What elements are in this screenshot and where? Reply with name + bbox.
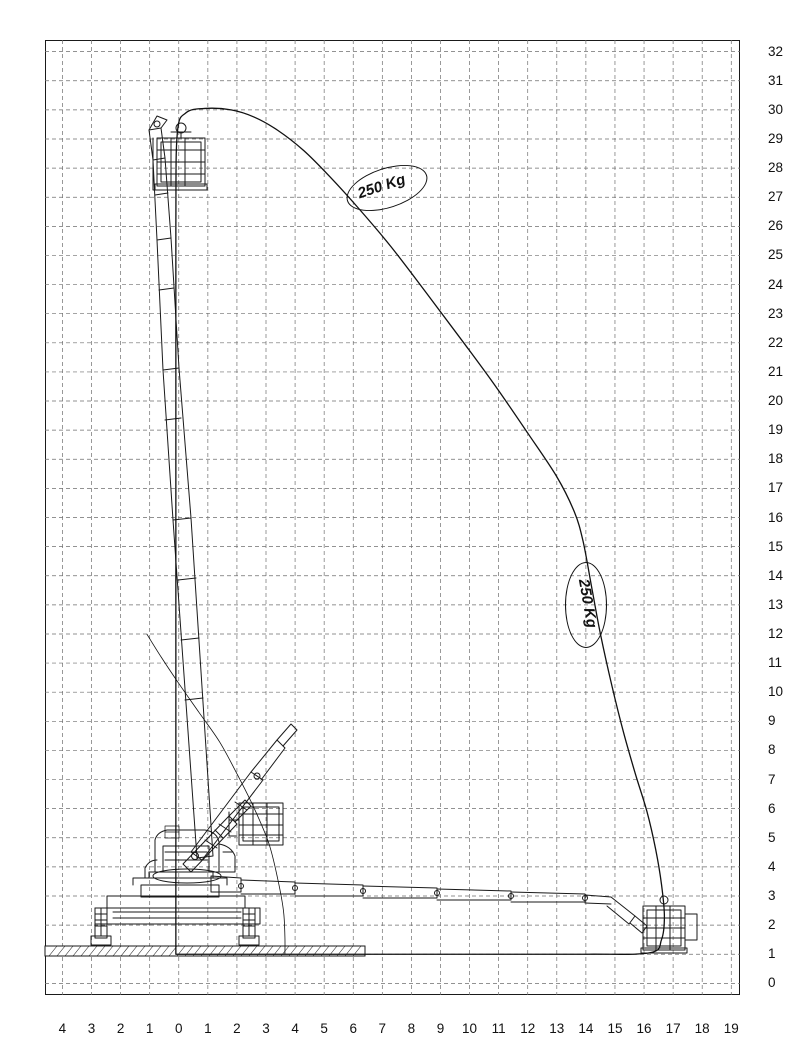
y-tick-label: 17	[768, 480, 784, 496]
x-tick-label: 16	[636, 1020, 652, 1036]
y-tick-label: 3	[768, 888, 776, 903]
x-tick-label: 6	[349, 1020, 357, 1036]
y-tick-label: 15	[768, 538, 784, 554]
y-tick-label: 8	[768, 742, 776, 758]
y-tick-label: 21	[768, 363, 784, 379]
x-tick-label: 8	[407, 1020, 416, 1036]
y-tick-label: 29	[768, 130, 784, 146]
x-tick-label: 2	[116, 1020, 125, 1036]
y-tick-label: 20	[768, 393, 784, 409]
y-tick-label: 14	[768, 567, 784, 583]
x-tick-label: 10	[462, 1020, 478, 1036]
plot-area	[45, 40, 740, 995]
x-tick-label: 7	[378, 1020, 387, 1036]
y-tick-label: 18	[768, 451, 784, 467]
y-tick-label: 5	[768, 829, 776, 845]
x-tick-label: 11	[491, 1020, 506, 1036]
y-tick-label: 31	[768, 72, 784, 88]
x-tick-label: 19	[723, 1020, 739, 1036]
x-tick-label: 13	[549, 1020, 565, 1036]
y-tick-label: 11	[768, 655, 783, 671]
x-tick-label: 4	[291, 1020, 299, 1036]
x-tick-label: 4	[58, 1020, 67, 1036]
x-tick-label: 3	[87, 1020, 96, 1036]
x-tick-label: 1	[204, 1020, 212, 1036]
envelope-curve-1	[147, 634, 285, 954]
y-tick-label: 4	[768, 858, 776, 874]
y-tick-label: 2	[768, 917, 776, 933]
x-tick-label: 5	[320, 1020, 328, 1036]
x-tick-label: 15	[607, 1020, 623, 1036]
y-tick-label: 12	[768, 625, 784, 641]
x-tick-label: 12	[520, 1020, 536, 1036]
y-tick-label: 7	[768, 771, 776, 787]
x-tick-label: 0	[175, 1020, 183, 1036]
y-tick-label: 24	[768, 276, 784, 292]
y-tick-label: 27	[768, 189, 784, 205]
x-tick-label: 17	[665, 1020, 681, 1036]
y-tick-label: 25	[768, 247, 784, 263]
envelope-curve-0	[176, 108, 665, 954]
y-tick-label: 16	[768, 509, 784, 525]
y-tick-label: 0	[768, 975, 776, 991]
y-tick-label: 1	[768, 946, 776, 962]
y-tick-label: 10	[768, 684, 784, 700]
y-tick-label: 23	[768, 305, 784, 321]
y-tick-label: 30	[768, 101, 784, 117]
x-tick-label: 18	[694, 1020, 710, 1036]
y-tick-label: 9	[768, 713, 776, 729]
x-tick-label: 2	[233, 1020, 241, 1036]
y-tick-label: 26	[768, 218, 784, 234]
y-tick-label: 13	[768, 596, 784, 612]
x-tick-label: 14	[578, 1020, 594, 1036]
y-tick-label: 19	[768, 422, 784, 438]
x-tick-label: 9	[436, 1020, 445, 1036]
y-tick-label: 22	[768, 334, 784, 350]
y-tick-label: 32	[768, 43, 784, 59]
x-tick-label: 1	[145, 1020, 154, 1036]
load-badge-top: 250 Kg	[355, 170, 408, 203]
y-tick-label: 6	[768, 800, 776, 816]
y-tick-label: 28	[768, 160, 784, 176]
load-badge-right: 250 Kg	[574, 577, 601, 630]
x-tick-label: 3	[262, 1020, 270, 1036]
